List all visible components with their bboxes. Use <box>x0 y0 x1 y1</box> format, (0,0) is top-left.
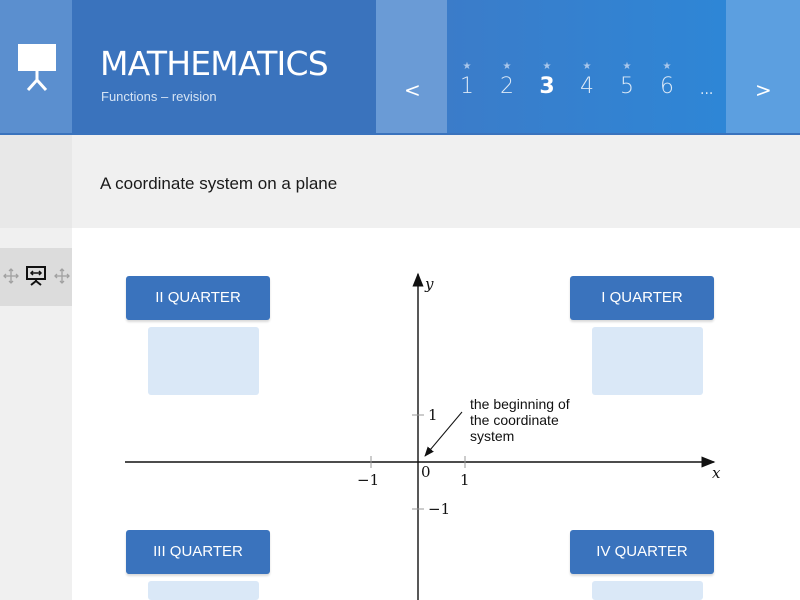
star-icon: ★ <box>542 61 552 72</box>
next-page-button[interactable]: > <box>755 78 772 102</box>
page-number: 1 <box>460 74 474 99</box>
prev-page-button[interactable]: < <box>404 78 421 102</box>
y-axis-label: y <box>425 275 434 293</box>
star-icon: ★ <box>582 61 592 72</box>
annotation-line-1: the beginning of <box>470 396 570 412</box>
origin-label: 0 <box>421 463 431 481</box>
app-subtitle: Functions – revision <box>101 89 217 104</box>
page-number: 3 <box>539 74 555 99</box>
quarter-3-drop-zone[interactable] <box>148 581 259 600</box>
page-number: 5 <box>620 74 634 99</box>
annotation-line-3: system <box>470 428 515 444</box>
quarter-3-button[interactable]: III QUARTER <box>126 530 270 574</box>
x-axis-label: x <box>712 464 721 482</box>
y-tick-label-neg: −1 <box>428 500 451 518</box>
star-icon: ★ <box>662 61 672 72</box>
quarter-1-drop-zone[interactable] <box>592 327 703 395</box>
quarter-4-drop-zone[interactable] <box>592 581 703 600</box>
star-icon: ★ <box>622 61 632 72</box>
x-tick-label-neg: −1 <box>357 471 380 489</box>
y-tick-label-pos: 1 <box>428 406 438 424</box>
quarter-2-drop-zone[interactable] <box>148 327 259 395</box>
quarter-1-button[interactable]: I QUARTER <box>570 276 714 320</box>
page-number: 6 <box>660 74 674 99</box>
page-number: 2 <box>500 74 514 99</box>
annotation-line-2: the coordinate <box>470 412 559 428</box>
quarter-2-button[interactable]: II QUARTER <box>126 276 270 320</box>
star-icon: ★ <box>502 61 512 72</box>
x-tick-label-pos: 1 <box>460 471 470 489</box>
star-icon: ★ <box>462 61 472 72</box>
question-text: A coordinate system on a plane <box>100 174 338 193</box>
page-number: 4 <box>580 74 594 99</box>
more-pages-ellipsis[interactable]: ... <box>700 82 714 98</box>
app-title: MATHEMATICS <box>100 44 328 83</box>
quarter-4-button[interactable]: IV QUARTER <box>570 530 714 574</box>
